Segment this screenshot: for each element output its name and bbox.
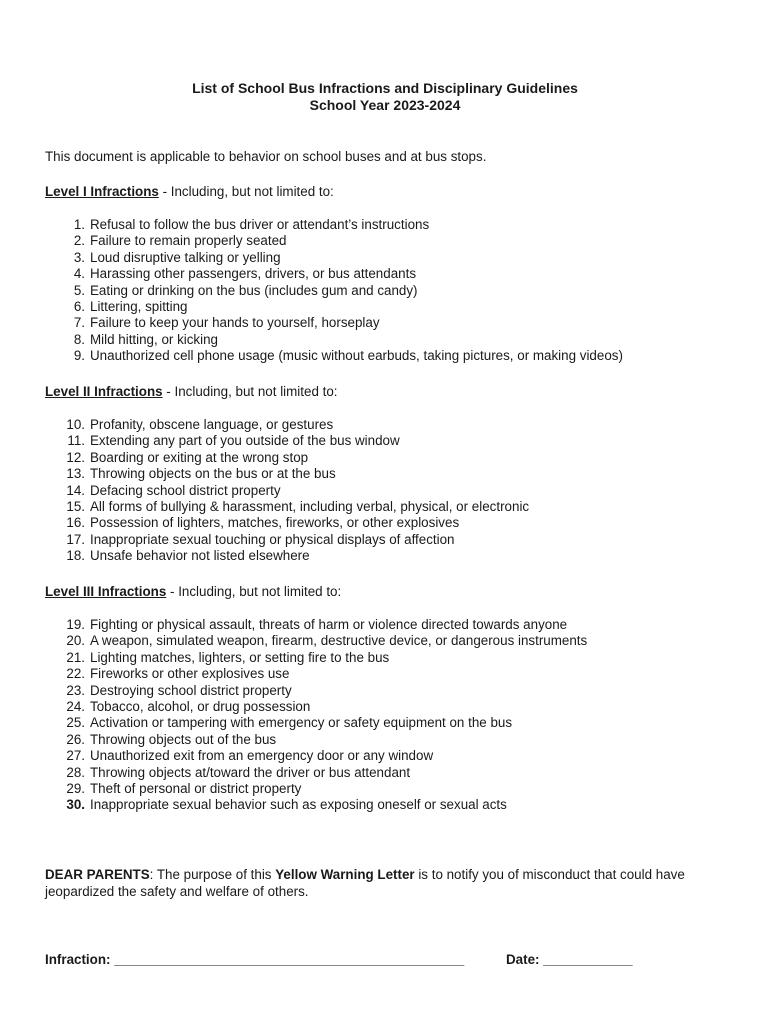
school-year-title: School Year 2023-2024 <box>309 97 461 113</box>
item-text: Throwing objects out of the bus <box>90 731 277 747</box>
parents-notice-part2: is to notify you of misconduct that could have jeopardized the safety and welfare of others. <box>45 867 685 899</box>
date-blank[interactable]: ____________ <box>543 952 633 967</box>
list-item <box>45 715 587 731</box>
list-item <box>45 433 529 449</box>
item-number: 29. <box>66 781 85 797</box>
item-text: Littering, spitting <box>90 299 188 315</box>
list-item <box>45 781 587 797</box>
item-number: 14. <box>66 482 85 498</box>
level-1-title: Level I Infractions <box>45 184 159 199</box>
item-number: 18. <box>66 548 85 564</box>
list-item <box>45 732 587 748</box>
item-number: 4. <box>73 266 85 282</box>
item-text: Tobacco, alcohol, or drug possession <box>90 699 311 715</box>
item-number: 1. <box>73 217 85 232</box>
item-text: Destroying school district property <box>90 682 292 698</box>
item-text: Unauthorized cell phone usage (music without earbuds, taking pictures, or making videos) <box>90 348 623 364</box>
parents-notice-emphasis: Yellow Warning Letter <box>275 867 415 882</box>
item-number: 24. <box>66 699 85 715</box>
item-number: 13. <box>66 466 85 482</box>
level-2-title: Level II Infractions <box>45 384 163 399</box>
item-number: 27. <box>66 748 85 764</box>
item-text: Refusal to follow the bus driver or attendant’s instructions <box>90 217 430 232</box>
item-text: All forms of bullying & harassment, including verbal, physical, or electronic <box>90 499 530 515</box>
item-number: 3. <box>73 249 85 265</box>
item-text: Theft of personal or district property <box>90 781 302 797</box>
level-3-title: Level III Infractions <box>45 584 167 599</box>
list-item <box>45 483 529 499</box>
item-text: Harassing other passengers, drivers, or bus attendants <box>90 266 417 282</box>
item-number: 6. <box>73 299 85 315</box>
item-number: 30. <box>66 797 85 813</box>
item-number: 21. <box>66 649 85 665</box>
list-item <box>45 450 529 466</box>
list-item <box>45 250 623 266</box>
list-item <box>45 650 587 666</box>
item-text: Failure to keep your hands to yourself, horseplay <box>90 315 380 331</box>
list-item <box>45 748 587 764</box>
infraction-field[interactable] <box>45 951 464 968</box>
level-1-list <box>45 217 623 365</box>
infraction-blank[interactable]: _______________________________________________ <box>114 952 465 967</box>
item-number: 5. <box>73 282 85 298</box>
item-number: 9. <box>73 348 85 364</box>
item-number: 10. <box>66 417 85 432</box>
date-label: Date: <box>506 952 544 967</box>
level-1-heading <box>45 183 334 200</box>
level-2-heading <box>45 383 338 400</box>
item-text: Inappropriate sexual behavior such as exposing oneself or sexual acts <box>90 797 507 813</box>
item-text: Fireworks or other explosives use <box>90 666 290 682</box>
list-item <box>45 765 587 781</box>
list-item <box>45 266 623 282</box>
list-item <box>45 332 623 348</box>
item-number: 20. <box>66 633 85 649</box>
item-text: Mild hitting, or kicking <box>90 331 219 347</box>
item-text: Failure to remain properly seated <box>90 233 287 249</box>
item-text: Unauthorized exit from an emergency door or any window <box>90 748 434 764</box>
level-2-suffix: - Including, but not limited to: <box>162 384 338 399</box>
level-3-suffix: - Including, but not limited to: <box>166 584 342 599</box>
item-text: A weapon, simulated weapon, firearm, destructive device, or dangerous instruments <box>90 633 588 649</box>
parents-notice-part1: : The purpose of this <box>149 867 276 882</box>
item-number: 22. <box>66 666 85 682</box>
parents-notice-lead: DEAR PARENTS <box>45 867 150 882</box>
item-text: Fighting or physical assault, threats of harm or violence directed towards anyone <box>90 617 568 632</box>
list-item <box>45 633 587 649</box>
item-text: Throwing objects on the bus or at the bus <box>90 466 336 482</box>
list-item <box>45 683 587 699</box>
list-item <box>45 299 623 315</box>
parents-notice <box>45 866 735 900</box>
list-item <box>45 666 587 682</box>
item-text: Profanity, obscene language, or gestures <box>90 417 334 432</box>
item-text: Throwing objects at/toward the driver or bus attendant <box>90 764 411 780</box>
list-item <box>45 699 587 715</box>
list-item <box>45 532 529 548</box>
item-text: Lighting matches, lighters, or setting fire to the bus <box>90 649 390 665</box>
item-text: Unsafe behavior not listed elsewhere <box>90 548 310 564</box>
list-item <box>45 548 529 564</box>
item-number: 7. <box>73 315 85 331</box>
level-3-heading <box>45 583 341 600</box>
item-text: Defacing school district property <box>90 482 281 498</box>
item-text: Extending any part of you outside of the bus window <box>90 433 400 449</box>
item-number: 11. <box>67 433 85 449</box>
item-number: 12. <box>66 449 85 465</box>
list-item <box>45 466 529 482</box>
item-number: 2. <box>73 233 85 249</box>
list-item <box>45 515 529 531</box>
item-text: Inappropriate sexual touching or physical displays of affection <box>90 531 455 547</box>
intro-paragraph: This document is applicable to behavior on school buses and at bus stops. <box>45 149 487 164</box>
item-number: 16. <box>66 515 85 531</box>
list-item <box>45 217 623 233</box>
item-text: Eating or drinking on the bus (includes gum and candy) <box>90 282 418 298</box>
level-2-list <box>45 417 529 565</box>
item-number: 19. <box>66 617 85 632</box>
item-text: Activation or tampering with emergency or safety equipment on the bus <box>90 715 513 731</box>
document-title: List of School Bus Infractions and Disciplinary Guidelines <box>192 80 578 96</box>
item-text: Possession of lighters, matches, fireworks, or other explosives <box>90 515 460 531</box>
level-1-suffix: - Including, but not limited to: <box>158 184 334 199</box>
list-item <box>45 315 623 331</box>
list-item <box>45 233 623 249</box>
list-item <box>45 283 623 299</box>
item-number: 25. <box>66 715 85 731</box>
item-text: Boarding or exiting at the wrong stop <box>90 449 309 465</box>
item-number: 17. <box>66 531 85 547</box>
list-item <box>45 797 587 813</box>
list-item <box>45 499 529 515</box>
list-item <box>45 617 587 633</box>
list-item <box>45 348 623 364</box>
item-number: 15. <box>66 499 85 515</box>
item-text: Loud disruptive talking or yelling <box>90 249 281 265</box>
item-number: 28. <box>66 764 85 780</box>
list-item <box>45 417 529 433</box>
infraction-label: Infraction: <box>45 952 115 967</box>
item-number: 8. <box>73 331 85 347</box>
date-field[interactable] <box>506 951 633 968</box>
item-number: 23. <box>66 682 85 698</box>
item-number: 26. <box>66 731 85 747</box>
level-3-list <box>45 617 587 814</box>
